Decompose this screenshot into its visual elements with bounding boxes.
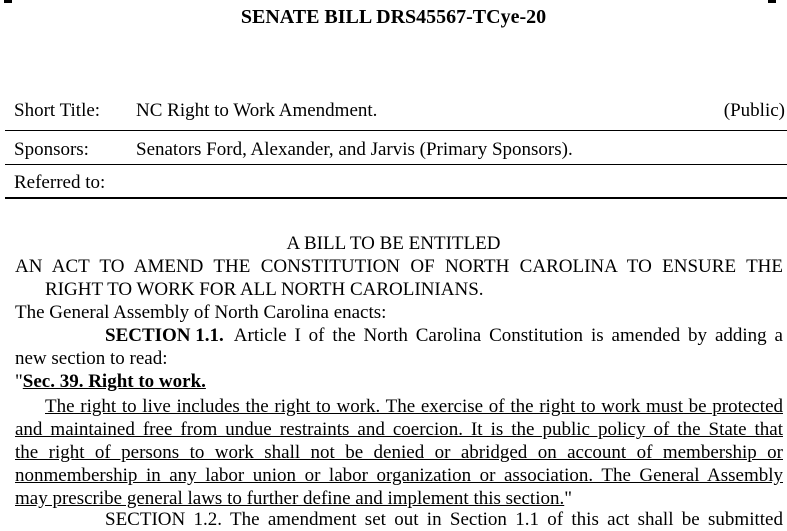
header-divider-1 bbox=[5, 130, 787, 131]
sec-39-para-line-2: and maintained free from undue restraints and coercion. It is the public policy of the State that bbox=[15, 419, 783, 440]
section-1-1-line bbox=[105, 324, 783, 347]
sec-39-para-line-1: The right to live includes the right to work. The exercise of the right to work must be protected bbox=[45, 396, 783, 417]
sec-39-heading-line bbox=[15, 370, 206, 393]
sec-39-para-line-5 bbox=[15, 487, 572, 510]
header-divider-2 bbox=[5, 164, 787, 165]
sponsors-value: Senators Ford, Alexander, and Jarvis (Primary Sponsors). bbox=[136, 139, 573, 160]
section-1-1-text: Article I of the North Carolina Constitution is amended by adding a bbox=[233, 325, 783, 346]
top-right-edge-mark bbox=[768, 0, 776, 3]
bill-title: SENATE BILL DRS45567-TCye-20 bbox=[240, 6, 547, 28]
section-1-1-label: SECTION 1.1. bbox=[105, 325, 224, 346]
referred-label: Referred to: bbox=[14, 172, 106, 193]
sec-39-close-quote: " bbox=[564, 488, 572, 509]
sec-39-para-line-4: nonmembership in any labor union or labor organization or association. The General Assembly bbox=[15, 465, 783, 486]
short-title-label: Short Title: bbox=[14, 100, 101, 121]
header-divider-3 bbox=[5, 197, 787, 199]
sec-39-heading: Sec. 39. Right to work. bbox=[22, 371, 206, 392]
top-left-edge-mark bbox=[4, 0, 12, 3]
sec-39-para-line-5-text: may prescribe general laws to further define and implement this section. bbox=[15, 488, 565, 509]
section-1-2-partial-line: SECTION 1.2. The amendment set out in Section 1.1 of this act shall be submitted bbox=[105, 509, 783, 530]
sec-39-para-line-3: the right of persons to work shall not be denied or abridged on account of membership or bbox=[15, 442, 783, 463]
short-title-value: NC Right to Work Amendment. bbox=[136, 100, 378, 121]
sec-39-open-quote: " bbox=[15, 371, 23, 392]
section-1-1-continuation: new section to read: bbox=[15, 348, 168, 369]
bill-entitled-heading: A BILL TO BE ENTITLED bbox=[286, 233, 501, 254]
act-title-line-1: AN ACT TO AMEND THE CONSTITUTION OF NORTH CAROLINA TO ENSURE THE bbox=[15, 256, 783, 277]
short-title-type: (Public) bbox=[723, 100, 785, 121]
enacting-clause: The General Assembly of North Carolina enacts: bbox=[15, 302, 387, 323]
sponsors-label: Sponsors: bbox=[14, 139, 89, 160]
act-title-line-2: RIGHT TO WORK FOR ALL NORTH CAROLINIANS. bbox=[45, 279, 484, 300]
